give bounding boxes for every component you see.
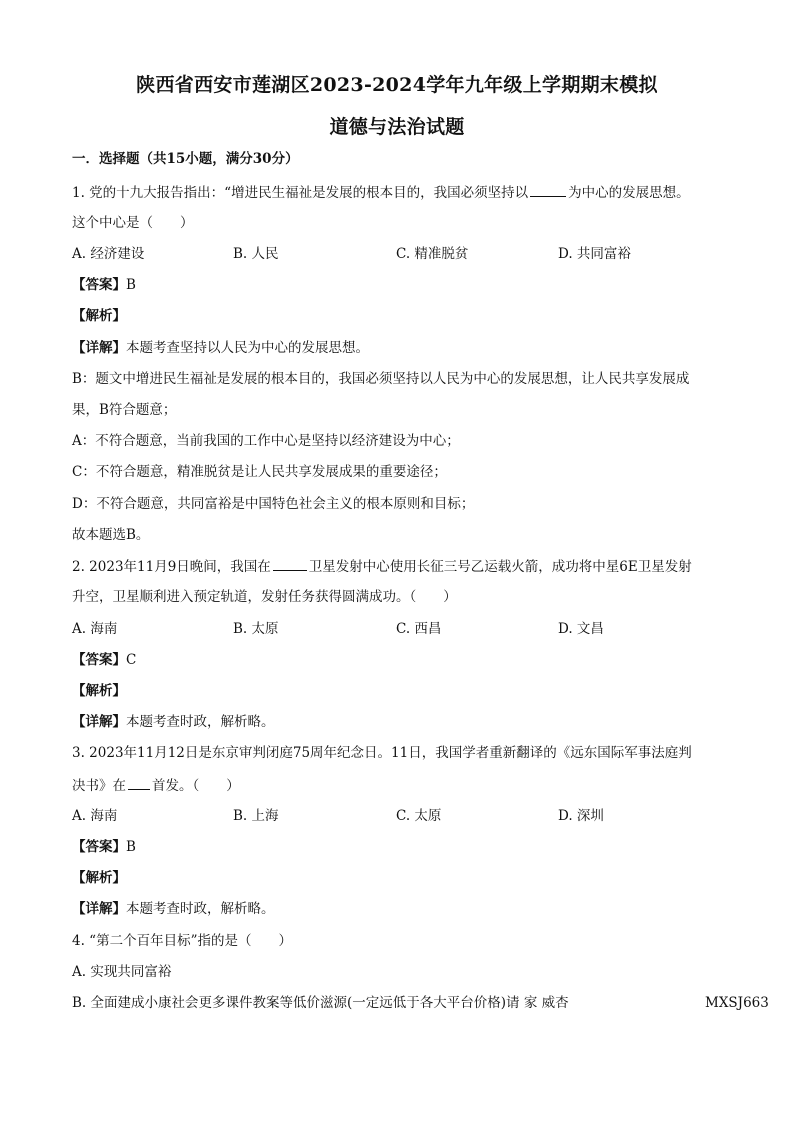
q2-option-b: B. 太原 xyxy=(233,621,279,637)
q2-answer-value: C xyxy=(126,652,137,668)
q3-option-c: C. 太原 xyxy=(396,808,442,824)
q2-detail-tag: 【详解】 xyxy=(72,714,126,730)
q4-option-a: A. 实现共同富裕 xyxy=(72,964,172,980)
q1-answer xyxy=(72,275,732,295)
q2-answer-tag: 【答案】 xyxy=(72,652,126,668)
q1-blank xyxy=(530,182,566,197)
q1-conclusion: 故本题选B。 xyxy=(72,527,150,543)
title-line-1: 陕西省西安市莲湖区2023-2024学年九年级上学期期末模拟 xyxy=(136,74,658,96)
q2-analysis-tag: 【解析】 xyxy=(72,683,126,699)
q1-explain-line: D：不符合题意，共同富裕是中国特色社会主义的根本原则和目标； xyxy=(72,496,475,512)
q3-stem-part-a: 决书》在 xyxy=(72,778,126,794)
q2-blank xyxy=(273,556,307,571)
q3-answer xyxy=(72,837,732,857)
section-heading: 一．选择题（共15小题，满分30分） xyxy=(72,151,299,167)
q2-stem-line-1 xyxy=(72,556,732,576)
q1-explain-line: A：不符合题意，当前我国的工作中心是坚持以经济建设为中心； xyxy=(72,433,460,449)
q3-options xyxy=(72,806,732,826)
q1-detail-text: 本题考查坚持以人民为中心的发展思想。 xyxy=(126,340,369,356)
q1-explain-line: C：不符合题意，精准脱贫是让人民共享发展成果的重要途径； xyxy=(72,464,447,480)
q1-stem-part-b: 为中心的发展思想。 xyxy=(568,185,690,201)
q4-option-b-line xyxy=(72,993,769,1013)
q1-analysis-tag: 【解析】 xyxy=(72,308,126,324)
q1-stem-line-2: 这个中心是（ ） xyxy=(72,215,194,231)
q1-option-a: A. 经济建设 xyxy=(72,246,145,262)
q1-option-c: C. 精准脱贫 xyxy=(396,246,469,262)
q2-detail-text: 本题考查时政，解析略。 xyxy=(126,714,275,730)
q3-blank xyxy=(128,775,150,790)
q3-analysis-tag: 【解析】 xyxy=(72,870,126,886)
q3-detail-text: 本题考查时政，解析略。 xyxy=(126,901,275,917)
q1-answer-value: B xyxy=(126,277,136,293)
q2-stem-part-b: 卫星发射中心使用长征三号乙运载火箭，成功将中星6E卫星发射 xyxy=(308,559,692,575)
q2-option-d: D. 文昌 xyxy=(558,621,604,637)
q1-detail xyxy=(72,338,732,358)
q2-stem-line-2: 升空，卫星顺利进入预定轨道，发射任务获得圆满成功。（ ） xyxy=(72,589,457,605)
q1-option-b: B. 人民 xyxy=(233,246,279,262)
q1-explain-line: 果，B符合题意； xyxy=(72,402,177,418)
q1-option-d: D. 共同富裕 xyxy=(558,246,631,262)
q3-stem-part-b: 首发。（ ） xyxy=(152,778,240,794)
q1-stem-line-1 xyxy=(72,182,732,202)
q3-stem-line-1: 3. 2023年11月12日是东京审判闭庭75周年纪念日。11日，我国学者重新翻译的《远东国际军事法庭判 xyxy=(72,745,692,761)
q2-option-c: C. 西昌 xyxy=(396,621,442,637)
q3-stem-line-2 xyxy=(72,775,732,795)
q2-detail xyxy=(72,712,732,732)
q1-options xyxy=(72,244,732,264)
title-line-2: 道德与法治试题 xyxy=(329,116,465,138)
q3-option-b: B. 上海 xyxy=(233,808,279,824)
q2-stem-part-a: 2. 2023年11月9日晚间，我国在 xyxy=(72,559,271,575)
q3-answer-value: B xyxy=(126,839,136,855)
q3-detail-tag: 【详解】 xyxy=(72,901,126,917)
q4-stem: 4. “第二个百年目标”指的是（ ） xyxy=(72,933,292,949)
q1-stem-part-a: 1. 党的十九大报告指出：“增进民生福祉是发展的根本目的，我国必须坚持以 xyxy=(72,185,529,201)
q4-option-b: B. 全面建成小康社会更多课件教案等低价滋源(一定远低于各大平台价格)请 家 威杏 xyxy=(72,995,569,1011)
watermark-code: MXSJ663 xyxy=(705,995,769,1011)
q2-option-a: A. 海南 xyxy=(72,621,118,637)
q2-options xyxy=(72,619,732,639)
q1-detail-tag: 【详解】 xyxy=(72,340,126,356)
q1-explain-line: B：题文中增进民生福祉是发展的根本目的，我国必须坚持以人民为中心的发展思想，让人民共享发展成 xyxy=(72,371,690,387)
q3-detail xyxy=(72,899,732,919)
q3-answer-tag: 【答案】 xyxy=(72,839,126,855)
q3-option-d: D. 深圳 xyxy=(558,808,604,824)
q1-answer-tag: 【答案】 xyxy=(72,277,126,293)
q2-answer xyxy=(72,650,732,670)
q3-option-a: A. 海南 xyxy=(72,808,118,824)
